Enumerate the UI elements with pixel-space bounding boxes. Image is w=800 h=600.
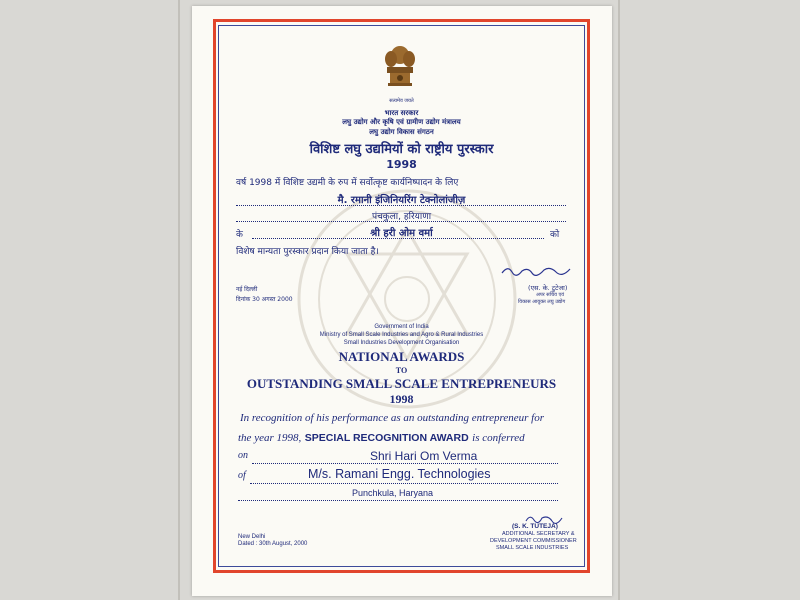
english-recipient: Shri Hari Om Verma bbox=[370, 449, 478, 463]
english-signatory-title-1: ADDITIONAL SECRETARY & bbox=[502, 531, 575, 537]
english-ministry: Ministry of Small Scale Industries and Agro & Rural Industries bbox=[319, 332, 484, 338]
hindi-city: पंचकुला, हरियाणा bbox=[371, 212, 432, 222]
hindi-signatory-title-1: अपर सचिव एवं bbox=[536, 292, 565, 298]
hindi-ministry: लघु उद्योग और कृषि एवं ग्रामीण उद्योग मंत्रालय bbox=[342, 118, 461, 126]
english-gov: Government of India bbox=[374, 324, 429, 330]
english-on-label: on bbox=[238, 450, 248, 461]
english-city: Punchkula, Haryana bbox=[352, 488, 434, 498]
english-signatory-title-3: SMALL SCALE INDUSTRIES bbox=[496, 545, 569, 551]
hindi-date: दिनांक 30 अगस्त 2000 bbox=[236, 296, 293, 303]
hindi-signature-icon bbox=[500, 263, 572, 279]
hindi-line1: वर्ष 1998 में विशिष्ट उद्यमी के रुप में सर्वोत्कृष्ट कार्यनिष्पादन के लिए bbox=[236, 178, 459, 188]
english-title-2: OUTSTANDING SMALL SCALE ENTREPRENEURS bbox=[246, 376, 557, 391]
english-award-name: SPECIAL RECOGNITION AWARD bbox=[304, 432, 469, 444]
english-line2-a: the year 1998, bbox=[238, 432, 302, 444]
english-line1: In recognition of his performance as an outstanding entrepreneur for bbox=[240, 412, 544, 424]
english-title-1: NATIONAL AWARDS bbox=[338, 349, 465, 364]
english-org: Small Industries Development Organisation bbox=[343, 340, 460, 346]
national-emblem-icon bbox=[377, 42, 423, 98]
hindi-place: नई दिल्ली bbox=[236, 286, 258, 293]
hindi-prefix: के bbox=[236, 230, 243, 240]
english-of-label: of bbox=[238, 470, 246, 481]
english-date: Dated : 30th August, 2000 bbox=[238, 541, 308, 547]
hindi-year: 1998 bbox=[386, 158, 417, 171]
hindi-company: मै. रमानी इंजिनियरिंग टेक्नोलांजीज़ bbox=[337, 195, 466, 206]
english-signatory-title-2: DEVELOPMENT COMMISSIONER bbox=[490, 538, 577, 544]
scan-edge-right bbox=[618, 0, 620, 600]
english-year: 1998 bbox=[389, 392, 414, 406]
hindi-recipient: श्री हरी ओम वर्मा bbox=[370, 228, 433, 239]
english-to: TO bbox=[395, 366, 408, 375]
hindi-line-final: विशेष मान्यता पुरस्कार प्रदान किया जाता है। bbox=[236, 247, 379, 257]
hindi-gov: भारत सरकार bbox=[384, 109, 419, 117]
english-line2-c: is conferred bbox=[472, 432, 525, 444]
english-place: New Delhi bbox=[238, 534, 266, 540]
hindi-org: लघु उद्योग विकास संगठन bbox=[369, 128, 434, 136]
scan-edge-left bbox=[178, 0, 180, 600]
hindi-award-title: विशिष्ट लघु उद्यमियों को राष्ट्रीय पुरस्कार bbox=[309, 142, 494, 157]
hindi-signatory-title-2: विकास आयुक्त लघु उद्योग bbox=[518, 299, 566, 305]
hindi-signatory-name: (एस. के. टुटेजा) bbox=[528, 284, 568, 292]
hindi-suffix: को bbox=[550, 230, 560, 240]
emblem-motto: सत्यमेव जयते bbox=[389, 98, 414, 104]
english-company: M/s. Ramani Engg. Technologies bbox=[308, 467, 491, 481]
english-signatory-name: (S. K. TUTEJA) bbox=[512, 523, 558, 530]
